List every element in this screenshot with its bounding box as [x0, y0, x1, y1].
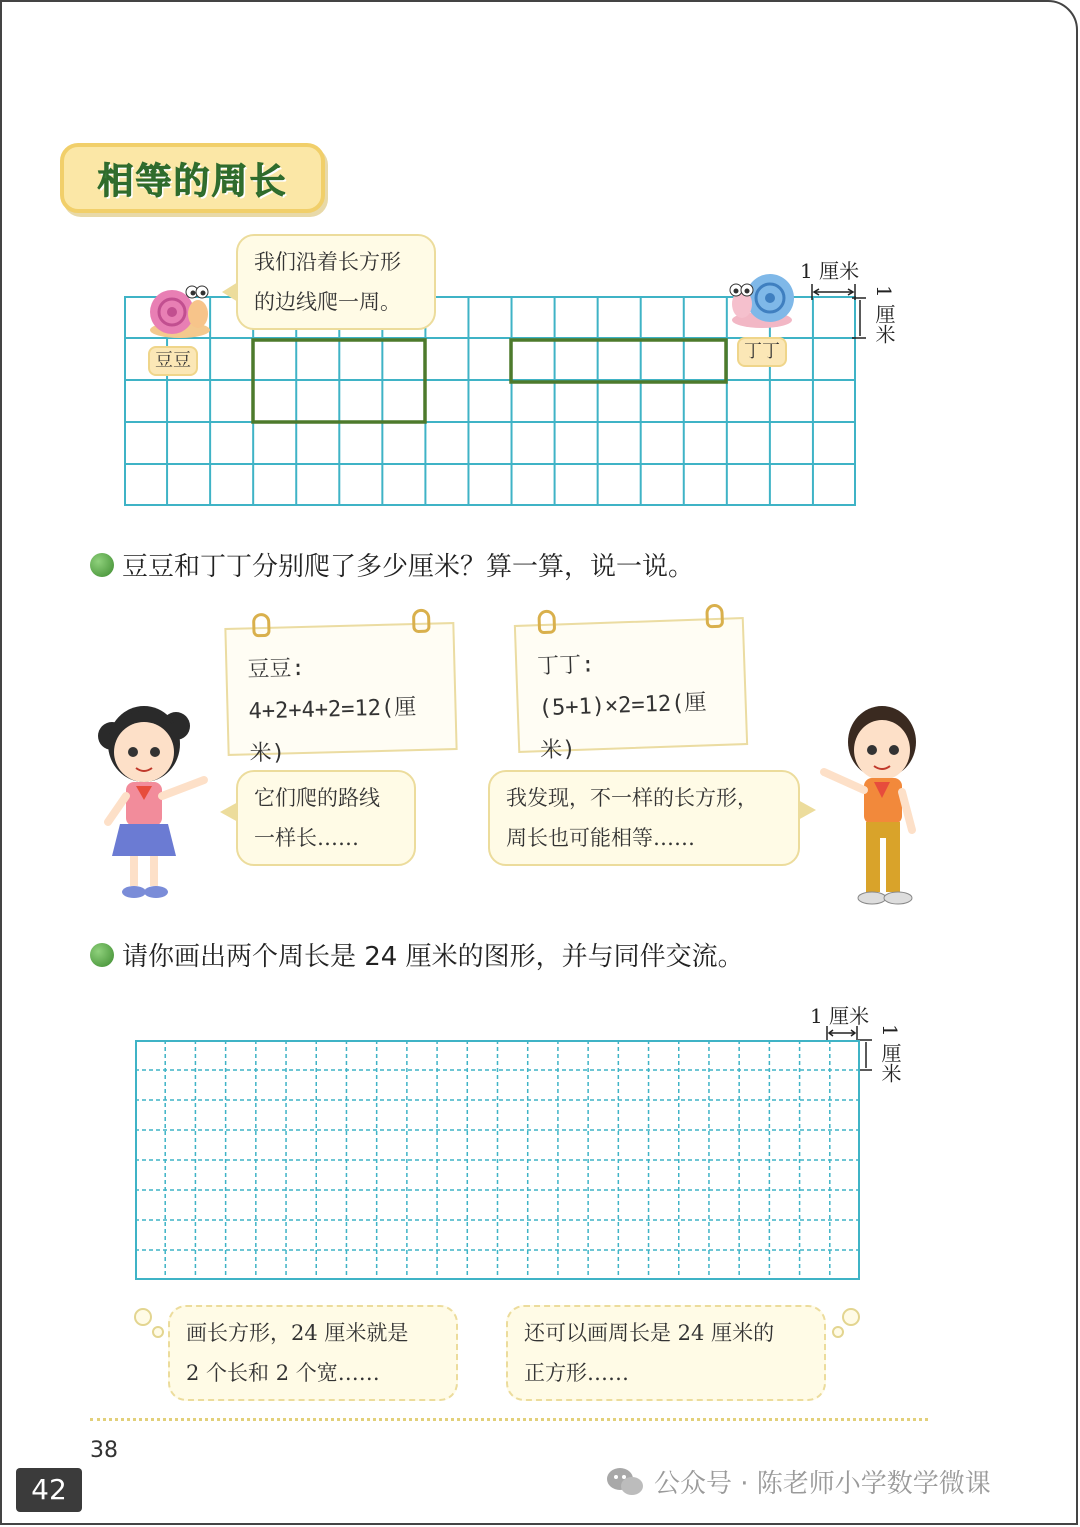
dingding-snail-icon	[726, 268, 800, 330]
bottom-grid[interactable]	[135, 1040, 860, 1280]
thought-dot-icon	[152, 1326, 164, 1338]
page-number: 38	[90, 1438, 118, 1463]
ring-icon	[537, 610, 556, 635]
top-unit-vertical: 1 厘米	[872, 285, 896, 345]
doudou-calc-note	[224, 622, 457, 767]
dingding-name-tag: 丁丁	[737, 337, 787, 367]
bottom-unit-horizontal: 1 厘米	[810, 1004, 870, 1028]
thought-dot-icon	[134, 1308, 152, 1326]
doudou-snail-icon	[142, 280, 212, 340]
thought-dot-icon	[842, 1308, 860, 1326]
note-calc: (5+1)×2=12(厘米)	[538, 690, 707, 764]
speech-line: 我发现，不一样的长方形，	[506, 786, 758, 810]
hint-line: 画长方形，24 厘米就是	[186, 1321, 409, 1345]
question-1-text: 豆豆和丁丁分别爬了多少厘米？算一算，说一说。	[122, 552, 695, 582]
ring-icon	[252, 613, 271, 637]
bottom-unit-vertical: 1 厘米	[878, 1024, 902, 1084]
speech-line: 的边线爬一周。	[254, 290, 401, 314]
speech-line: 周长也可能相等……	[506, 826, 695, 850]
question-2	[90, 936, 744, 973]
dingding-rectangle	[511, 340, 726, 382]
hint-left-bubble	[168, 1305, 458, 1401]
watermark-text: 公众号 · 陈老师小学数学微课	[654, 1469, 991, 1499]
question-2-text: 请你画出两个周长是 24 厘米的图形，并与同伴交流。	[122, 942, 744, 972]
note-name: 丁丁:	[536, 652, 595, 680]
question-1	[90, 546, 694, 583]
girl-speech-bubble	[236, 770, 416, 866]
boy-character-icon	[816, 700, 926, 910]
watermark	[606, 1463, 991, 1500]
note-name: 豆豆:	[247, 655, 306, 683]
girl-character-icon	[92, 696, 214, 908]
hint-line: 正方形……	[524, 1361, 629, 1385]
thought-dot-icon	[832, 1326, 844, 1338]
note-calc: 4+2+4+2=12(厘米)	[248, 695, 417, 767]
bullet-dot-icon	[90, 943, 114, 967]
speech-line: 我们沿着长方形	[254, 250, 401, 274]
lesson-title-box	[60, 143, 325, 213]
doudou-name-tag: 豆豆	[148, 346, 198, 376]
speech-line: 它们爬的路线	[254, 786, 380, 810]
footer-divider	[90, 1418, 928, 1421]
hint-line: 还可以画周长是 24 厘米的	[524, 1321, 775, 1345]
bullet-dot-icon	[90, 553, 114, 577]
ring-icon	[412, 609, 431, 633]
dingding-calc-note	[514, 617, 748, 764]
top-unit-marker	[808, 280, 868, 340]
hint-right-bubble	[506, 1305, 826, 1401]
wechat-icon	[606, 1466, 644, 1498]
ring-icon	[705, 604, 724, 629]
hint-line: 2 个长和 2 个宽……	[186, 1361, 380, 1385]
page-badge: 42	[16, 1468, 82, 1512]
boy-speech-bubble	[488, 770, 800, 866]
lesson-title: 相等的周长	[97, 160, 288, 202]
snail-speech-bubble	[236, 234, 436, 330]
speech-line: 一样长……	[254, 826, 359, 850]
top-unit-horizontal: 1 厘米	[800, 259, 860, 283]
